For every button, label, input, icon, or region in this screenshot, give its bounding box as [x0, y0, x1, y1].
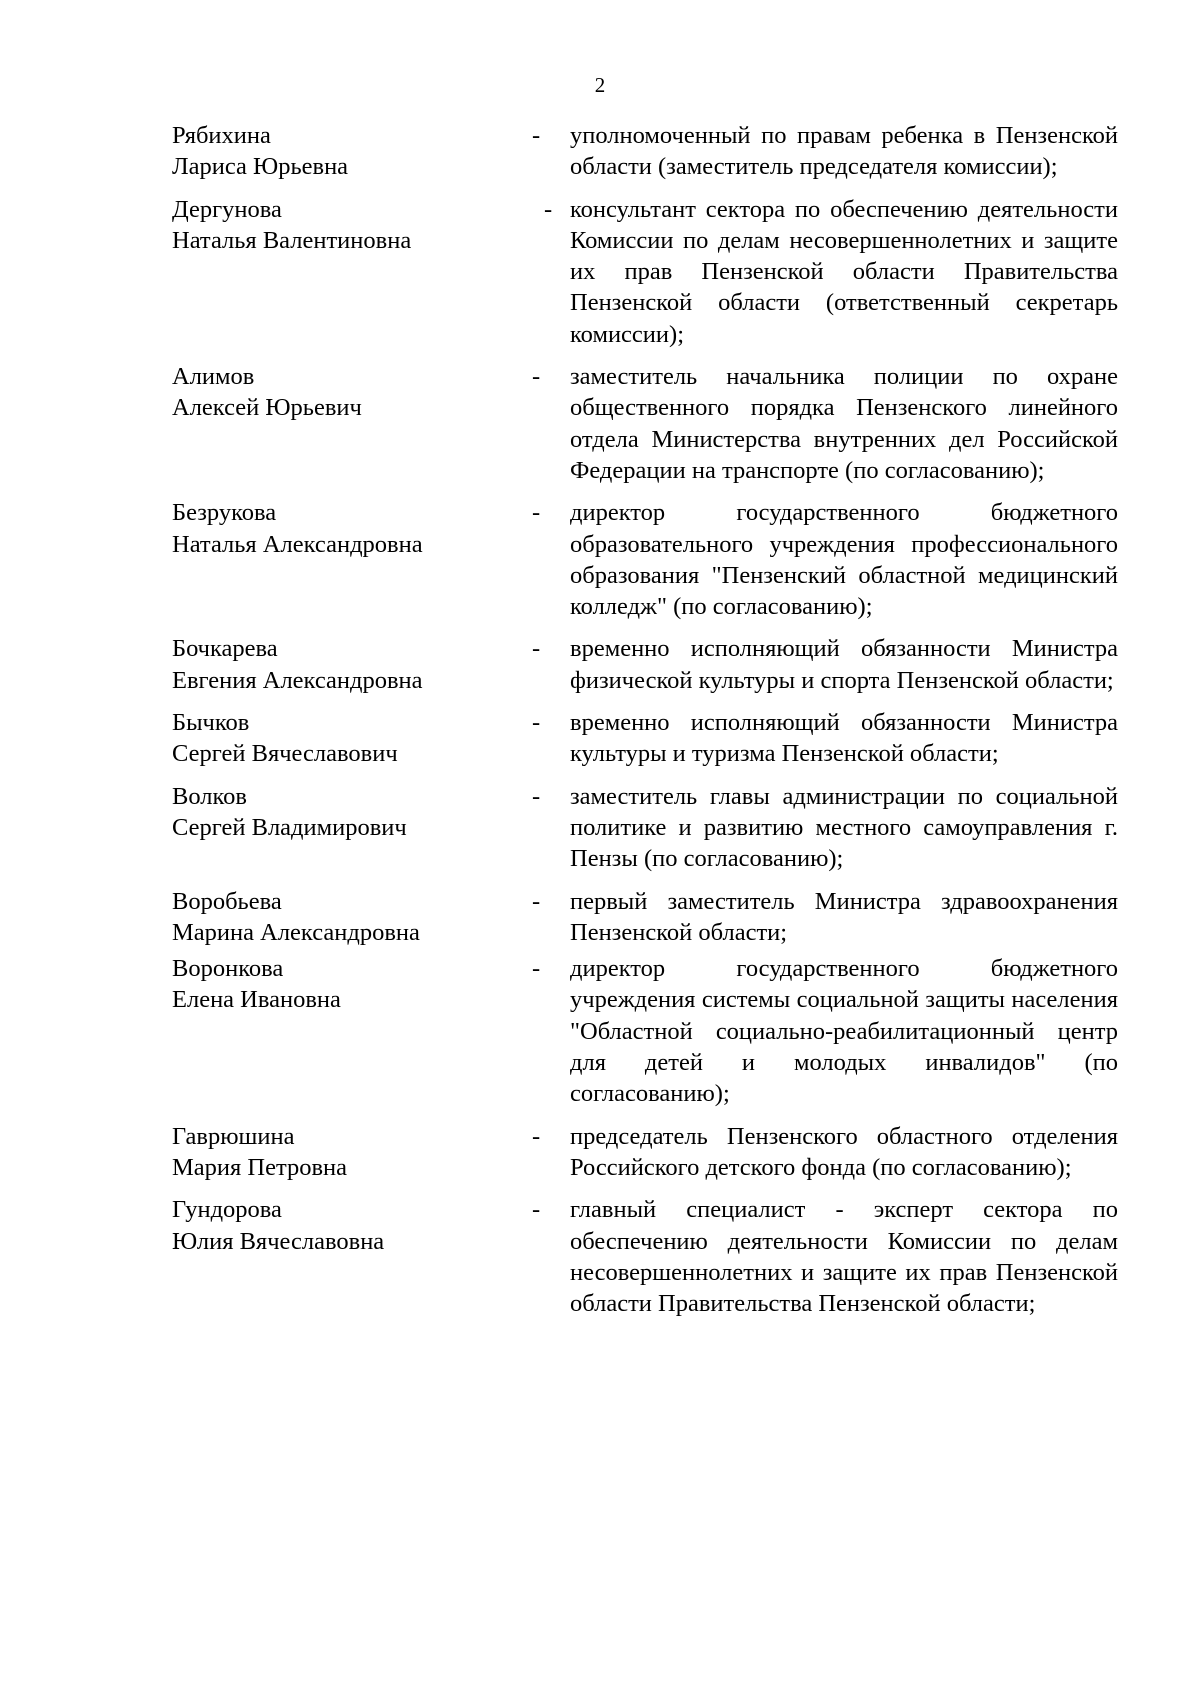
- member-name: [172, 1121, 532, 1184]
- member-name: [172, 497, 532, 560]
- member-entry: [172, 194, 1128, 350]
- member-entry: [172, 953, 1128, 1109]
- member-surname: Воронкова: [172, 955, 284, 983]
- member-given-names: Наталья Валентиновна: [172, 226, 412, 254]
- member-given-names: Алексей Юрьевич: [172, 394, 362, 422]
- member-dash: -: [532, 709, 541, 737]
- member-dash: -: [532, 363, 541, 391]
- member-given-names: Сергей Владимирович: [172, 813, 407, 841]
- member-name: [172, 707, 532, 770]
- member-dash: -: [532, 1196, 541, 1224]
- member-dash: -: [532, 782, 541, 810]
- member-entry: [172, 361, 1128, 486]
- member-entry: [172, 497, 1128, 622]
- member-role: заместитель главы администрации по социальной политике и развитию местного самоуправления г. Пензы (по согласованию);: [570, 782, 1118, 873]
- member-entry: [172, 120, 1128, 183]
- member-entry: [172, 1121, 1128, 1184]
- member-role: главный специалист - эксперт сектора по обеспечению деятельности Комиссии по делам несовершеннолетних и защите их прав Пензенской области Правительства Пензенской области;: [570, 1196, 1118, 1318]
- page-number: 2: [594, 73, 606, 97]
- member-surname: Бочкарева: [172, 635, 278, 663]
- member-surname: Дергунова: [172, 195, 282, 223]
- member-given-names: Елена Ивановна: [172, 986, 341, 1014]
- member-surname: Бычков: [172, 709, 250, 737]
- member-given-names: Марина Александровна: [172, 918, 420, 946]
- member-dash: -: [532, 1122, 541, 1150]
- member-surname: Гаврюшина: [172, 1122, 295, 1150]
- member-given-names: Наталья Александровна: [172, 530, 423, 558]
- member-surname: Волков: [172, 782, 247, 810]
- member-role: заместитель начальника полиции по охране общественного порядка Пензенского линейного отдела Министерства внутренних дел Российской Федерации на транспорте (по согласованию);: [570, 363, 1118, 484]
- member-name: [172, 633, 532, 696]
- member-surname: Рябихина: [172, 122, 271, 149]
- member-role: временно исполняющий обязанности Министра культуры и туризма Пензенской области;: [570, 709, 1118, 768]
- member-name: [172, 120, 532, 183]
- member-surname: Безрукова: [172, 499, 277, 527]
- member-entry: [172, 707, 1128, 770]
- member-role: временно исполняющий обязанности Министра физической культуры и спорта Пензенской области;: [570, 635, 1118, 694]
- member-dash: -: [532, 499, 541, 527]
- member-surname: Алимов: [172, 363, 255, 391]
- member-role: председатель Пензенского областного отделения Российского детского фонда (по согласованию);: [570, 1122, 1118, 1181]
- member-surname: Воробьева: [172, 887, 282, 915]
- member-dash: -: [532, 635, 541, 663]
- member-given-names: Лариса Юрьевна: [172, 153, 349, 181]
- member-entry: [172, 1194, 1128, 1319]
- member-given-names: Юлия Вячеславовна: [172, 1227, 385, 1255]
- member-role: уполномоченный по правам ребенка в Пензенской области (заместитель председателя комиссии);: [570, 122, 1118, 181]
- member-name: [172, 194, 532, 257]
- member-surname: Гундорова: [172, 1196, 282, 1224]
- member-role: консультант сектора по обеспечению деятельности Комиссии по делам несовершеннолетних и защите их прав Пензенской области Правительства Пензенской области (ответственный секретарь комиссии);: [570, 195, 1118, 348]
- member-role: директор государственного бюджетного учреждения системы социальной защиты населения "Областной социально-реабилитационный центр для детей и молодых инвалидов" (по согласованию);: [570, 955, 1118, 1108]
- member-dash: -: [532, 887, 541, 915]
- member-dash: -: [544, 195, 553, 223]
- member-name: [172, 1194, 532, 1257]
- member-given-names: Сергей Вячеславович: [172, 740, 398, 768]
- member-entry: [172, 633, 1128, 696]
- member-name: [172, 886, 532, 949]
- member-entry: [172, 886, 1128, 949]
- member-given-names: Мария Петровна: [172, 1153, 348, 1181]
- member-name: [172, 781, 532, 844]
- commission-members-list: [172, 120, 1128, 1319]
- member-given-names: Евгения Александровна: [172, 666, 423, 694]
- member-name: [172, 361, 532, 424]
- member-role: первый заместитель Министра здравоохранения Пензенской области;: [570, 887, 1118, 946]
- member-entry: [172, 781, 1128, 875]
- member-name: [172, 953, 532, 1016]
- member-role: директор государственного бюджетного образовательного учреждения профессионального образования "Пензенский областной медицинский колледж" (по согласованию);: [570, 499, 1118, 621]
- member-dash: -: [532, 955, 541, 983]
- member-dash: -: [532, 122, 541, 149]
